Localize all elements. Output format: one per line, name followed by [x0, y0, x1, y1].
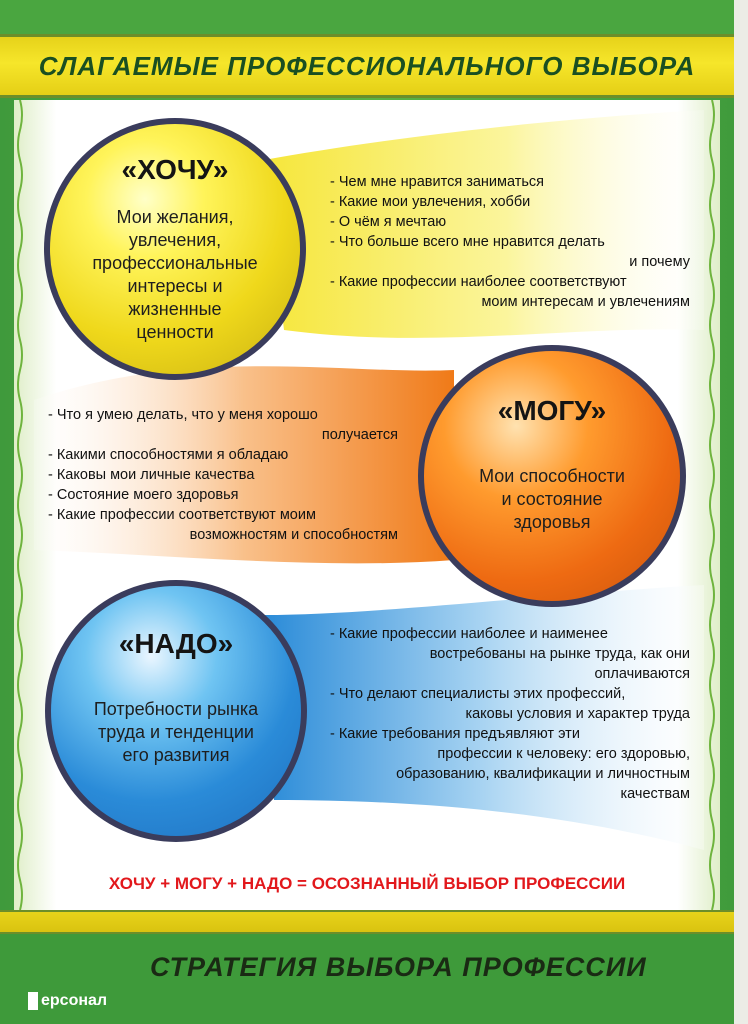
list-item-continuation: каковы условия и характер труда: [465, 706, 690, 722]
logo-icon: [28, 992, 38, 1010]
list-item-continuation: качествам: [620, 786, 690, 802]
can-description: [424, 465, 680, 534]
need-bullets: [330, 624, 690, 804]
can-desc-line: Мои способности: [479, 466, 625, 486]
list-item: - Какие мои увлечения, хобби: [330, 194, 531, 210]
want-desc-line: Мои желания,: [116, 207, 234, 227]
want-bullets: [330, 172, 690, 312]
can-bullets: [48, 405, 398, 545]
list-item-continuation: возможностям и способностям: [189, 527, 398, 543]
publisher-logo: [28, 992, 107, 1010]
want-desc-line: ценности: [136, 322, 214, 342]
list-item: - Состояние моего здоровья: [48, 487, 239, 503]
want-desc-line: жизненные: [128, 299, 222, 319]
can-desc-line: и состояние: [501, 489, 603, 509]
list-item: - Какими способностями я обладаю: [48, 447, 289, 463]
list-item-continuation: востребованы на рынке труда, как они: [429, 646, 690, 662]
list-item: - Какие требования предъявляют эти: [330, 726, 580, 742]
top-band: [0, 0, 734, 34]
page-title: СЛАГАЕМЫЕ ПРОФЕССИОНАЛЬНОГО ВЫБОРА: [38, 51, 696, 81]
list-item-continuation: моим интересам и увлечениям: [481, 294, 690, 310]
list-item: - Какие профессии соответствуют моим: [48, 507, 316, 523]
need-desc-line: его развития: [122, 745, 230, 765]
can-desc-line: здоровья: [513, 512, 591, 532]
list-item-continuation: получается: [321, 427, 398, 443]
want-desc-line: увлечения,: [128, 230, 222, 250]
title-bar: [0, 34, 734, 98]
need-desc-line: труда и тенденции: [98, 722, 254, 742]
left-vine: [16, 100, 24, 910]
list-item: - Чем мне нравится заниматься: [330, 174, 545, 190]
list-item: - Что делают специалисты этих профессий,: [330, 686, 626, 702]
list-item-continuation: оплачиваются: [594, 666, 690, 682]
footer-band: [0, 910, 734, 934]
can-title: «МОГУ»: [497, 395, 607, 426]
list-item: - Что больше всего мне нравится делать: [330, 234, 605, 250]
want-desc-line: интересы и: [127, 276, 223, 296]
want-desc-line: профессиональные: [92, 253, 258, 273]
formula-text: ХОЧУ + МОГУ + НАДО = ОСОЗНАННЫЙ ВЫБОР ПРОФЕССИИ: [108, 874, 626, 893]
need-desc-line: Потребности рынка: [93, 699, 259, 719]
need-circle: [45, 580, 307, 842]
want-description: [50, 206, 300, 344]
list-item-continuation: образованию, квалификации и личностным: [396, 766, 690, 782]
logo-text: ерсонал: [41, 992, 108, 1009]
can-circle: [418, 345, 686, 607]
list-item: - Какие профессии наиболее соответствуют: [330, 274, 627, 290]
need-description: [51, 698, 301, 767]
footer-title: СТРАТЕГИЯ ВЫБОРА ПРОФЕССИИ: [150, 952, 647, 982]
list-item: - Каковы мои личные качества: [48, 467, 255, 483]
right-vine: [708, 100, 716, 910]
list-item-continuation: профессии к человеку: его здоровью,: [437, 746, 690, 762]
want-title: «ХОЧУ»: [121, 154, 229, 185]
need-title: «НАДО»: [118, 628, 234, 659]
page-edge: [734, 0, 748, 1024]
footer: [0, 934, 734, 1024]
want-circle: [44, 118, 306, 380]
list-item-continuation: и почему: [629, 254, 690, 270]
list-item: - О чём я мечтаю: [330, 214, 447, 230]
list-item: - Что я умею делать, что у меня хорошо: [48, 407, 318, 423]
list-item: - Какие профессии наиболее и наименее: [330, 626, 608, 642]
